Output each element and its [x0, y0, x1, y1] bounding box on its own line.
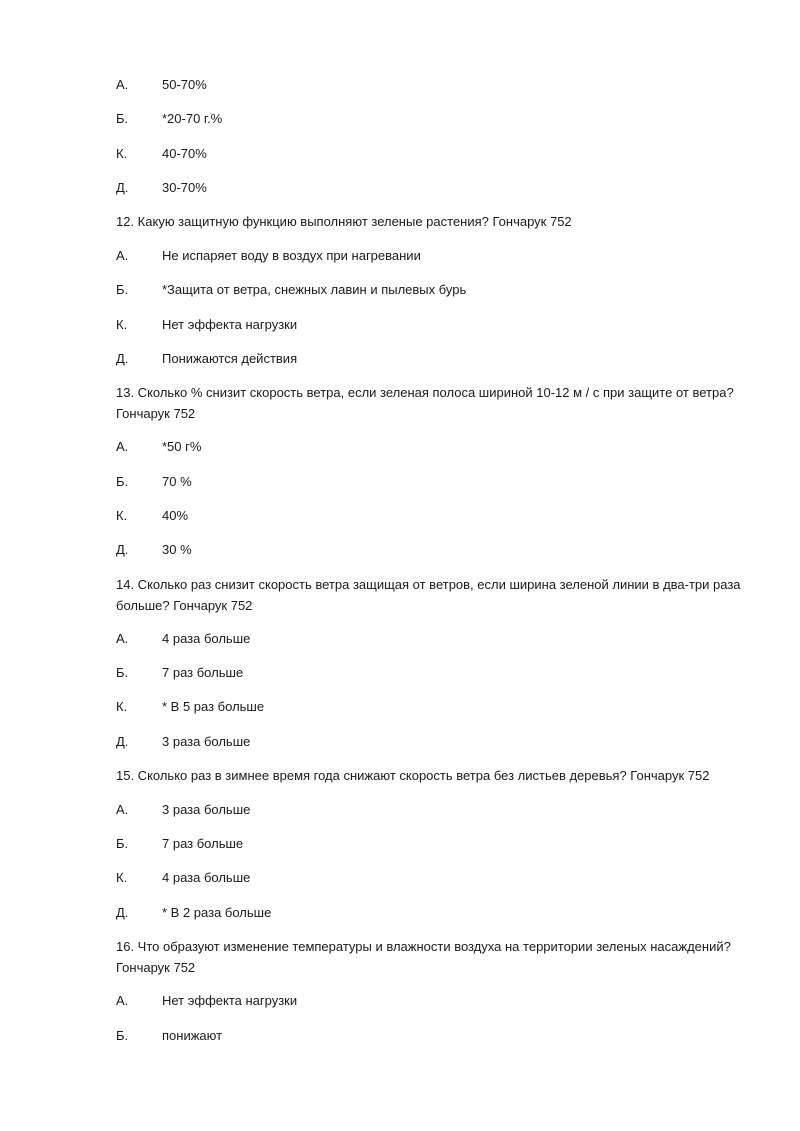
option-text: * В 5 раз больше: [162, 699, 265, 714]
option-text: 7 раз больше: [162, 665, 244, 680]
option-letter: Д.: [116, 734, 129, 749]
option-text: 4 раза больше: [162, 870, 251, 885]
question-13-text: 13. Сколько % снизит скорость ветра, если зеленая полоса шириной 10-12 м / с при защите от ветра? Гончарук 752: [116, 385, 734, 421]
option-letter: К.: [116, 699, 128, 714]
option-letter: К.: [116, 317, 128, 332]
option-letter: Б.: [116, 474, 129, 489]
option-letter: Д.: [116, 542, 129, 557]
option-letter: Б.: [116, 665, 129, 680]
option-text: 30 %: [162, 542, 192, 557]
option-text: *Защита от ветра, снежных лавин и пылевых бурь: [162, 282, 467, 297]
option-letter: К.: [116, 870, 128, 885]
option-letter: А.: [116, 439, 129, 454]
option-text: 50-70%: [162, 77, 207, 92]
option-text: 40-70%: [162, 146, 207, 161]
option-letter: Д.: [116, 180, 129, 195]
question-12-text: 12. Какую защитную функцию выполняют зеленые растения? Гончарук 752: [116, 214, 572, 229]
option-letter: А.: [116, 631, 129, 646]
option-letter: К.: [116, 146, 128, 161]
option-text: 30-70%: [162, 180, 207, 195]
option-text: Понижаются действия: [162, 351, 298, 366]
option-text: 3 раза больше: [162, 802, 251, 817]
option-letter: А.: [116, 77, 129, 92]
option-letter: К.: [116, 508, 128, 523]
option-text: 7 раз больше: [162, 836, 244, 851]
option-text: понижают: [162, 1028, 223, 1043]
option-text: 70 %: [162, 474, 192, 489]
option-text: Не испаряет воду в воздух при нагревании: [162, 248, 421, 263]
option-text: Нет эффекта нагрузки: [162, 993, 298, 1008]
option-letter: Д.: [116, 351, 129, 366]
question-16-text: 16. Что образуют изменение температуры и влажности воздуха на территории зеленых насаждений? Гончарук 752: [116, 939, 731, 975]
option-text: Нет эффекта нагрузки: [162, 317, 298, 332]
question-14-text: 14. Сколько раз снизит скорость ветра защищая от ветров, если ширина зеленой линии в два-три раза больше? Гончарук 752: [116, 577, 741, 613]
option-text: 40%: [162, 508, 189, 523]
option-letter: Б.: [116, 1028, 129, 1043]
option-letter: Б.: [116, 282, 129, 297]
option-text: * В 2 раза больше: [162, 905, 272, 920]
option-letter: А.: [116, 802, 129, 817]
option-text: *20-70 г.%: [162, 111, 223, 126]
option-letter: А.: [116, 248, 129, 263]
option-letter: А.: [116, 993, 129, 1008]
option-text: 4 раза больше: [162, 631, 251, 646]
question-15-text: 15. Сколько раз в зимнее время года снижают скорость ветра без листьев деревья? Гончарук 752: [116, 768, 710, 783]
option-text: *50 г%: [162, 439, 202, 454]
option-text: 3 раза больше: [162, 734, 251, 749]
option-letter: Б.: [116, 111, 129, 126]
option-letter: Д.: [116, 905, 129, 920]
option-letter: Б.: [116, 836, 129, 851]
